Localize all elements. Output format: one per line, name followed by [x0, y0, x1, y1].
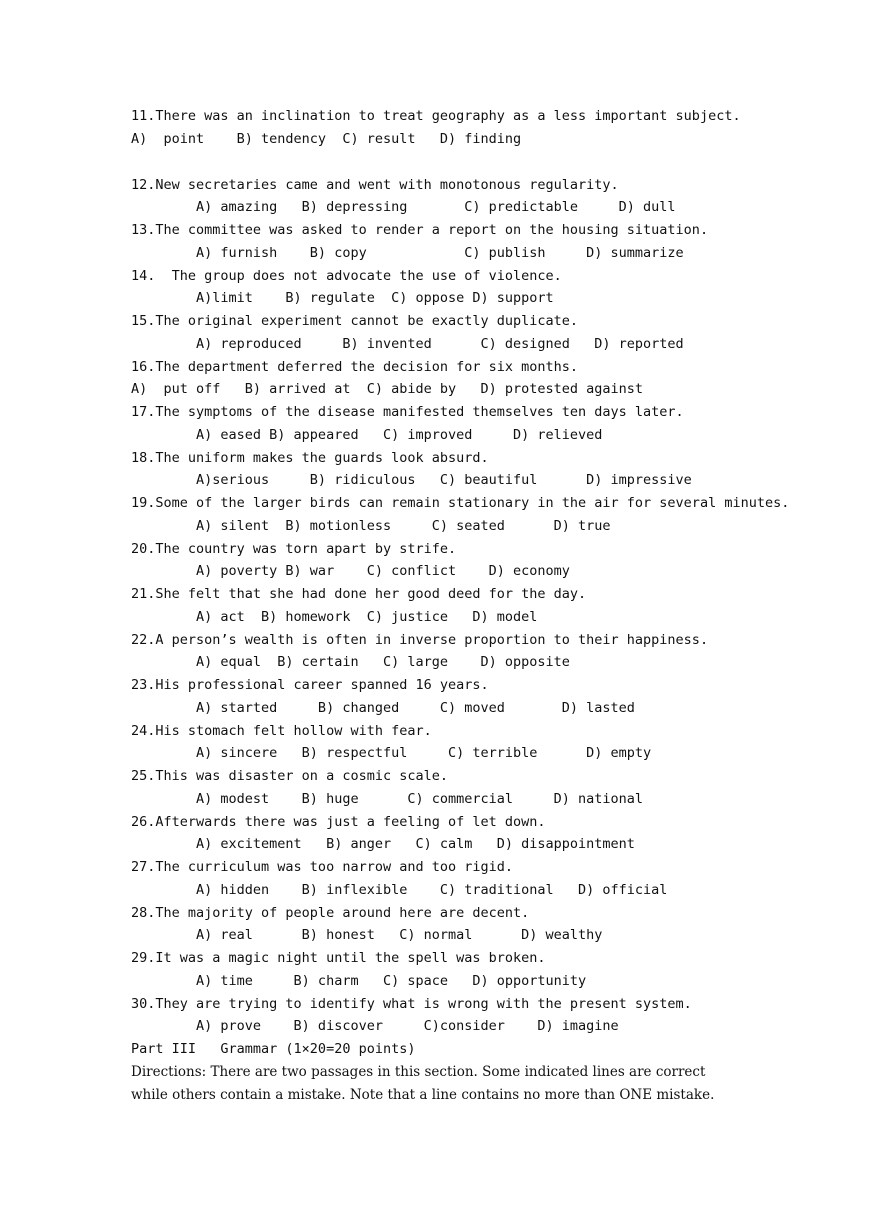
question-12: 12.New secretaries came and went with monotonous regularity. — [131, 177, 619, 193]
question-27: 27.The curriculum was too narrow and too rigid. — [131, 859, 514, 875]
section-heading: Part III Grammar (1×20=20 points) — [131, 1041, 416, 1057]
question-23: 23.His professional career spanned 16 years. — [131, 677, 489, 693]
question-17: 17.The symptoms of the disease manifested themselves ten days later. — [131, 404, 684, 420]
question-18: 18.The uniform makes the guards look absurd. — [131, 450, 489, 466]
directions-line-1: Directions: There are two passages in this section. Some indicated lines are correct — [131, 1064, 706, 1080]
question-13: 13.The committee was asked to render a report on the housing situation. — [131, 222, 709, 238]
question-30: 30.They are trying to identify what is wrong with the present system. — [131, 996, 692, 1012]
options-25: A) modest B) huge C) commercial D) national — [131, 791, 644, 807]
question-20: 20.The country was torn apart by strife. — [131, 541, 457, 557]
options-20: A) poverty B) war C) conflict D) economy — [131, 563, 570, 579]
options-26: A) excitement B) anger C) calm D) disappointment — [131, 836, 635, 852]
question-29: 29.It was a magic night until the spell was broken. — [131, 950, 546, 966]
question-16: 16.The department deferred the decision for six months. — [131, 359, 579, 375]
options-28: A) real B) honest C) normal D) wealthy — [131, 927, 603, 943]
options-12: A) amazing B) depressing C) predictable D) dull — [131, 199, 676, 215]
options-29: A) time B) charm C) space D) opportunity — [131, 973, 587, 989]
options-11: A) point B) tendency C) result D) finding — [131, 131, 522, 147]
question-22: 22.A person’s wealth is often in inverse proportion to their happiness. — [131, 632, 709, 648]
options-27: A) hidden B) inflexible C) traditional D) official — [131, 882, 668, 898]
options-18: A)serious B) ridiculous C) beautiful D) impressive — [131, 472, 692, 488]
options-30: A) prove B) discover C)consider D) imagine — [131, 1018, 619, 1034]
options-13: A) furnish B) copy C) publish D) summarize — [131, 245, 684, 261]
options-14: A)limit B) regulate C) oppose D) support — [131, 290, 554, 306]
options-21: A) act B) homework C) justice D) model — [131, 609, 538, 625]
options-22: A) equal B) certain C) large D) opposite — [131, 654, 570, 670]
question-26: 26.Afterwards there was just a feeling of let down. — [131, 814, 546, 830]
options-17: A) eased B) appeared C) improved D) relieved — [131, 427, 603, 443]
options-19: A) silent B) motionless C) seated D) true — [131, 518, 611, 534]
options-16: A) put off B) arrived at C) abide by D) protested against — [131, 381, 644, 397]
question-19: 19.Some of the larger birds can remain stationary in the air for several minutes. — [131, 495, 790, 511]
question-14: 14. The group does not advocate the use of violence. — [131, 268, 562, 284]
question-24: 24.His stomach felt hollow with fear. — [131, 723, 432, 739]
question-11: 11.There was an inclination to treat geography as a less important subject. — [131, 108, 741, 124]
options-23: A) started B) changed C) moved D) lasted — [131, 700, 635, 716]
question-28: 28.The majority of people around here are decent. — [131, 905, 530, 921]
options-15: A) reproduced B) invented C) designed D) reported — [131, 336, 684, 352]
question-15: 15.The original experiment cannot be exactly duplicate. — [131, 313, 579, 329]
question-21: 21.She felt that she had done her good deed for the day. — [131, 586, 587, 602]
options-24: A) sincere B) respectful C) terrible D) empty — [131, 745, 652, 761]
question-25: 25.This was disaster on a cosmic scale. — [131, 768, 448, 784]
directions-line-2: while others contain a mistake. Note that a line contains no more than ONE mistake. — [131, 1087, 715, 1103]
